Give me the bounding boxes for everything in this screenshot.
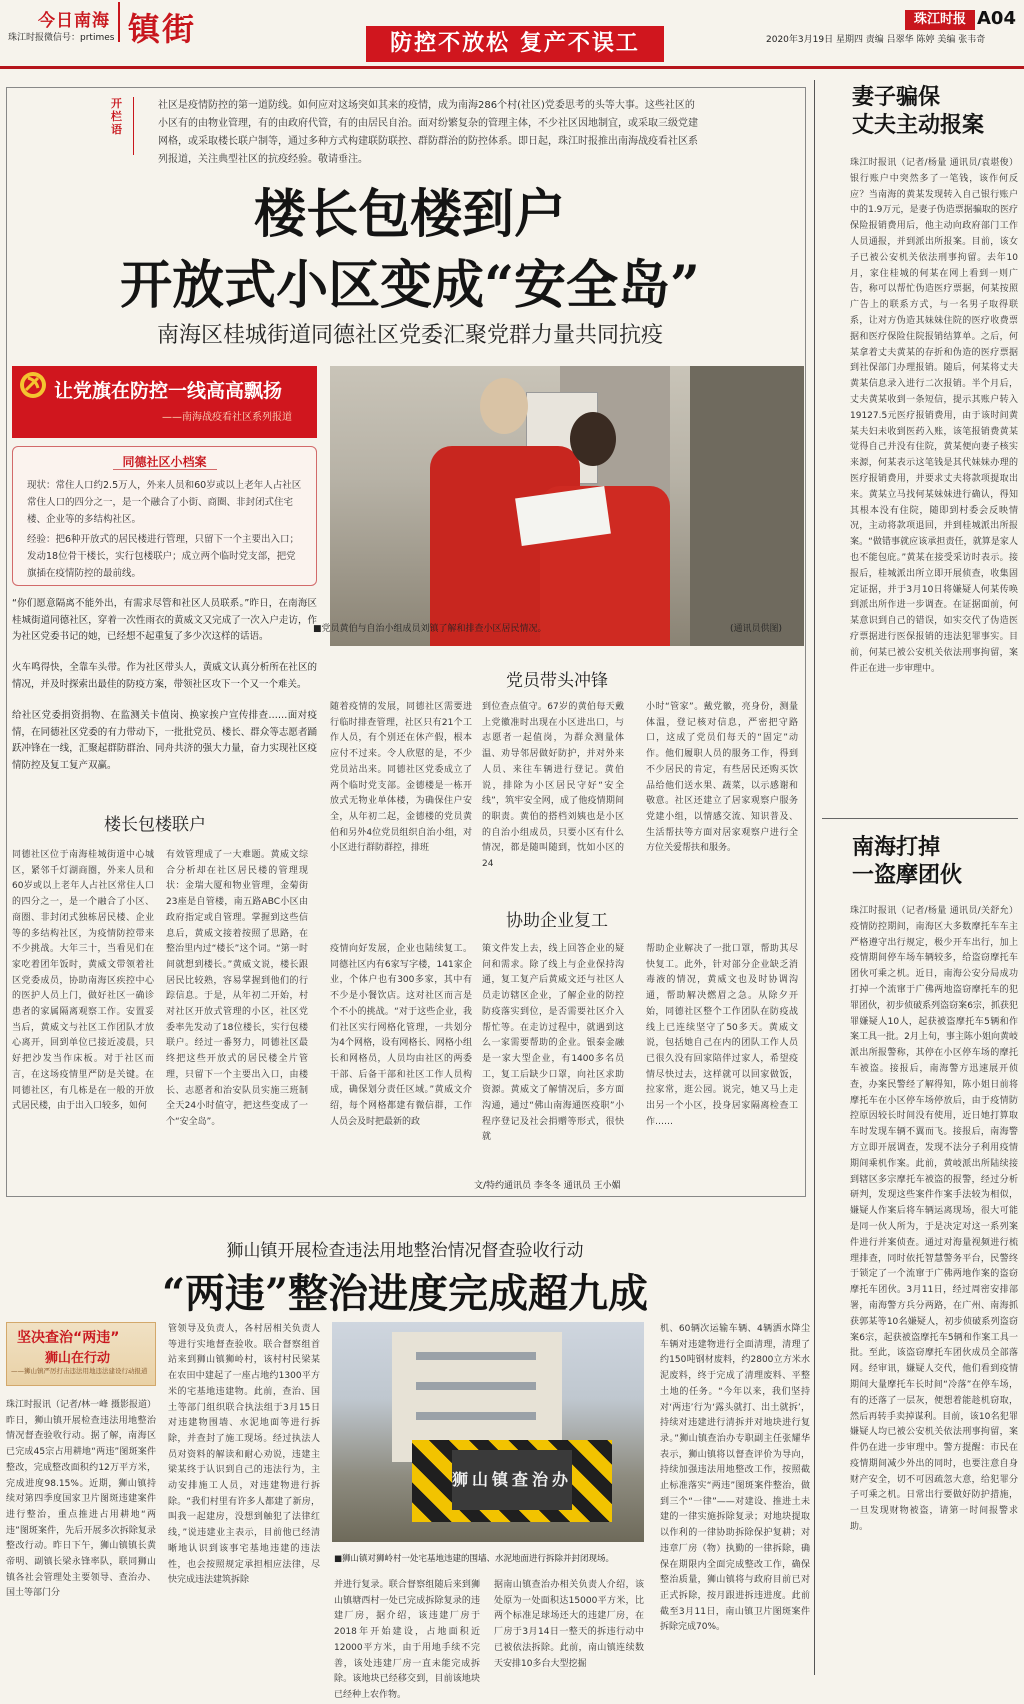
campaign-banner-line3: ——狮山镇严厉打击违法用地违法建设行动报道 [11, 1367, 148, 1375]
story-photo [330, 366, 804, 646]
photo-window-row [416, 1352, 536, 1360]
photo-credit: (通讯员供图) [730, 624, 783, 634]
banner-subtitle: ——南海战疫看社区系列报道 [162, 412, 292, 423]
photo-window-row [416, 1382, 536, 1390]
bottom-column-2: 管领导及负责人，各村居相关负责人等进行实地督查验收。联合督察组首站来到狮山镇狮岭村，该村村民梁某在农田中建起了一座占地约1300平方米的宅基地违建物。此前，查治、国土等部门组织联合执法组于3月15日对违建物围墙、水泥地面等进行拆除，并查封了施工现场。经过执法人员对资料的解读和耐心劝说，违建主梁某终于认识到自己的违法行为，主动安排施工人员，对违建物进行拆除。“我们村里有许多人都建了新房，叫我一起建房，没想到触犯了法律红线，”说违建业主表示，目前他已经清晰地认识到该事宅基地违建的违法性，也会按照规定承担相应法律，尽快完成违法建筑拆除 [168, 1324, 320, 1586]
campaign-banner-line2: 狮山在行动 [45, 1351, 111, 1366]
lead-paragraph-1: “你们愿意隔离不能外出，有需求尽管和社区人员联系。”昨日，在南海区桂城街道同德社区，穿着一次性雨衣的黄威文又完成了一次入户走访，作为社区党委书记的她，已经想不起重复了多少次这样的话语。 [12, 598, 317, 642]
archive-divider [113, 469, 217, 470]
bottom-column-3: 并进行复录。联合督察组随后来到狮山镇塘西村一处已完成拆除复录的违建厂房，据介绍，该违建厂房于2018年开始建设，占地面积近12000平方米，由于用地手续不完善，该处违建厂房一直未能完成拆除。该地块已经移交到，目前该地块已经种上农作物。 [334, 1580, 480, 1700]
dateline: 2020年3月19日 星期四 责编 吕翠华 陈婷 美编 张韦奇 [766, 35, 986, 45]
community-archive-box [12, 446, 317, 586]
body-column-c: 随着疫情的发展，同德社区需要进行临时排查管理，社区只有21个工作人员，有个别还在休产假，根本应付不过来。令人欣慰的是，不少党员站出来。同德社区党委成立了两个临时党支部。金德楼是一栋开放式无物业单体楼，为确保住户安全，从年初二起，金德楼的党员黄伯和另外4位党员组织自治小组，对小区进行群防群控，排班 [330, 702, 472, 854]
right-story2-headline-line2: 一盗摩团伙 [852, 863, 963, 888]
masthead-divider [118, 2, 120, 42]
body-column-f: 策文件发上去，线上回答企业的疑问和需求。除了线上与企业保持沟通，复工复产后黄威文还与社区人员走访辖区企业，了解企业的防控防疫落实到位，是否需要社区介入帮忙等。在走访过程中，就遇到这么一家需要帮助的企业。银泰金融是一家大型企业，有1400多名员工，复工后缺少口罩，向社区求助资源。黄威文了解情况后，多方面沟通，通过“佛山南海通医疫职”小程序登记及社会捐赠等形式，很快就 [482, 944, 624, 1143]
photo-window-row [416, 1412, 536, 1420]
series-banner [12, 366, 317, 438]
bottom-headline: “两违”整治进度完成超九成 [161, 1270, 648, 1317]
intro-text: 社区是疫情防控的第一道防线。如何应对这场突如其来的疫情，成为南海286个村(社区)党委思考的头等大事。这些社区的小区有的由物业管理，有的由政府代管，有的由居民自治。面对纷繁复杂的管理主体，不少社区因地制宜，或采取三级党建网格，或采取楼长联户制等，通过多种方式构建联防联控、群防群治的防控体系。即日起，珠江时报推出南海战疫看社区系列报道，关注典型社区的抗疫经验。敬请垂注。 [158, 100, 698, 165]
right-story2-headline-line1: 南海打掉 [852, 835, 941, 860]
byline: 文/特约通讯员 李冬冬 通讯员 王小媚 [474, 1181, 621, 1191]
bottom-kicker: 狮山镇开展检查违法用地整治情况督查验收行动 [226, 1241, 584, 1261]
photo-doorway [690, 366, 804, 646]
right-story2-body: 珠江时报讯（记者/杨量 通讯员/关舒允）疫情防控期间，南海区大多数摩托车车主严格遵守出行规定，极少开车出行，加上疫情期间停车场车辆较多，给盗窃摩托车团伙可乘之机。近日，南海公安分局成功打掉一个流窜于广佛两地盗窃摩托车的犯罪团伙，初步侦破系列盗窃案6宗，抓获犯罪嫌疑人10人，起获被盗摩托车5辆和作案工具一批。2月上旬，事主陈小姐向黄岐派出所报警称，其停在小区停车场的摩托车被盗。接报后，南海警方迅速展开侦查，办案民警经了解得知，陈小姐日前将摩托车在小区停车场停放后，由于疫情防控原因较长时间没有使用，近日她打算取车时发现车辆不翼而飞。接报后，南海警方立即开展调查，发现不法分子利用疫情期间乘机作案。此前，黄岐派出所陆续接到辖区多宗摩托车被盗的报警，经过分析研判，发现这些案件作案手法较为相似，嫌疑人作案后将车辆运离现场，很大可能是同一伙人所为，于是决定对这一系列案件进行并案侦查。通过对海量视频进行梳理排查，同时依托智慧警务平台，民警终于锁定了一个流窜于广佛两地作案的盗窃摩托车团伙。3月11日，经过周密安排部署，南海警方兵分两路，在广州、南海抓获郭某等10名嫌疑人，初步侦破系列盗窃案6宗，起获被盗摩托车5辆和作案工具一批。至此，该盗窃摩托车团伙成员全部落网。经审讯，嫌疑人交代，他们看到疫情期间大量摩托车长时间“冷落”在停车场，有的还落了一层灰，便想着能趁机窃取，然后再转手卖掉谋利。目前，该10名犯罪嫌疑人均已被公安机关依法刑事拘留，案件仍在进一步审理中。警方提醒：市民在疫情期间减少外出的同时，也要注意自身财产安全，切不可因疏忽大意，给犯罪分子可乘之机。日常出行要做好防护措施，一旦发现财物被盗，请第一时间报警求助。 [850, 906, 1018, 1533]
slogan-banner: 防控不放松 复产不误工 [366, 26, 664, 62]
archive-title: 同德社区小档案 [122, 455, 207, 469]
photo-head-man [480, 378, 528, 434]
right-story1-headline-line1: 妻子骗保 [852, 85, 941, 110]
photo-head-woman [570, 412, 616, 466]
headline-line2: 开放式小区变成“安全岛” [120, 255, 700, 316]
body-column-g: 小时“管家”。戴党徽，亮身份，测量体温，登记核对信息，严密把守路口，这成了党员们每天的“固定”动作。他们履职人员的服务工作，得到不少居民的肯定，有些居民还购买饮品给他们送水果、蔬菜，以示感谢和敬意。社区还建立了居家观察户服务党建小组，以情感交流、知识普及、生活帮扶等方面对居家观察户进行全方位关爱帮扶和服务。 [646, 702, 798, 854]
archive-status: 现状：常住人口约2.5万人，外来人员和60岁或以上老年人占社区常住人口的四分之一，是一个融合了小街、商圈、非封闭式住宅楼、企业等的多结构社区。 [27, 480, 302, 525]
photo-caption: ■党员黄伯与自治小组成员刘镇了解和排查小区居民情况。 [313, 624, 547, 634]
headline-line1: 楼长包楼到户 [253, 184, 566, 245]
campaign-banner [6, 1322, 156, 1386]
body-column-a: 同德社区位于南海桂城街道中心城区，紧邻千灯湖商圈，外来人员和60岁或以上老年人占社区常住人口的四分之一，是一个融合了小区、商圈、非封闭式独栋居民楼、企业等的多结构社区，为疫情防控带来不少挑战。大年三十，当看见们在家吃着团年饭时，黄威文带领着社区党委成员，协助南海区疾控中心的医护人员上门，做好社区一确诊患者的家属隔离观察工作。安置妥当后，黄威文与社区工作团队才放心离开，回到单位已接近凌晨，只好把沙发当作床板。对于社区而言，在这场疫情里严防是关键。在同德社区，有几栋是在一般的开放式居民楼，由于出入口较多，如何 [12, 850, 154, 1112]
masthead-rule [0, 66, 1024, 69]
wechat-id: 珠江时报微信号：prtimes [8, 33, 115, 43]
page-number: A04 [977, 8, 1016, 29]
party-emblem-icon [16, 370, 50, 400]
body-column-e: 疫情向好发展，企业也陆续复工。同德社区内有6家写字楼，141家企业，个体户也有300多家，其中有不少是小餐饮店。这对社区而言是个不小的挑战。“对于这些企业，我们社区实行网格化管理，一共划分为4个网格，设有网格长、网格小组长和网格员，人员均由社区的两委干部、后备干部和社区工作人员构成，确保划分责任区域。”黄威文介绍，每个网格都建有微信群，工作人员会及时把最新的政 [330, 944, 472, 1127]
subheadline: 南海区桂城街道同德社区党委汇聚党群力量共同抗疫 [156, 323, 663, 348]
campaign-banner-line1: 坚决查治“两违” [17, 1330, 120, 1346]
demolition-photo [332, 1322, 644, 1542]
demolition-photo-caption: ■狮山镇对狮岭村一处宅基地违建的围墙、水泥地面进行拆除并封闭现场。 [334, 1554, 615, 1564]
column-title: 今日南海 [38, 11, 110, 31]
bottom-column-5: 机、60辆次运输车辆、4辆洒水降尘车辆对违建物进行全面清理，清理了约150吨钢材废料，约2800立方米水泥废料，终于完成了清理废料、平整土地的任务。“今年以来，我们坚持对‘两违’行为‘露头就打、出土就拆’，持续对违建进行清拆并对地块进行复录。”狮山镇查治办专职副主任张耀华表示，狮山镇将以督查评价为导向，持续加强违法用地整改工作，按照截止标准落实“两违”图斑案件整治，做到三个“一律”——对建设、推进土未建的一律实施拆除复录；对地块提取以作利的一律协助拆除保护复耕；对违章厂房（物）执勤的一律拆除，确保在期限内全面完成整改工作，确保整治质量，狮山镇将与政府目前已对正式拆除，按月跟进拆违进度。此前截至3月11日，南山镇卫片图斑案件拆除完成70%。 [660, 1324, 810, 1633]
intro-divider [133, 97, 134, 155]
body-column-h: 帮助企业解决了一批口罩，帮助其尽快复工。此外，针对部分企业缺乏消毒液的情况，黄威文也及时协调沟通，帮助解决燃眉之急。从除夕开始，同德社区整个工作团队在防疫战线上已连续坚守了50多天。黄威文说，包括她自己在内的团队工作人员已很久没有回家陪伴过家人，希望疫情尽快过去，这样就可以回家做饭，拉家常，逛公园。说完，她又马上走出另一个小区，投身居家隔离检查工作…… [646, 944, 798, 1127]
right-story1-headline-line2: 丈夫主动报案 [852, 113, 985, 138]
body-column-d: 到位查点值守。67岁的黄伯每天戴上党徽准时出现在小区进出口，与志愿者一起值岗，为群众测量体温、劝导邻居做好防护，并对外来人员、来往车辆进行登记。黄伯说，排除为小区居民守好“安全线”，筑牢安全网，成了他疫情期间的职责。黄伯的搭档刘姨也是小区的自治小组成员，只要小区有什么情况，都是随叫随到，忱如小区的24 [482, 702, 624, 870]
bottom-column-1: 珠江时报讯（记者/林一峰 摄影报道）昨日，狮山镇开展检查违法用地整治情况督查验收行动。据了解，南海区已完成45宗占用耕地“两违”图斑案件整改，完成整改面积约12万平方米，完成进度98.15%。近期，狮山镇持续对第四季度国家卫片图斑违建案件进行整治，重点推进占用耕地“两违”图斑案件，先后开展多次拆除复录整改行动。昨日下午，狮山镇镇长黄帝明、副镇长梁永锋率队，联同狮山镇各社会管理处主要领导、查治办、国土等部门分 [6, 1400, 156, 1599]
newspaper-logo: 珠江时报 [905, 10, 975, 30]
right-column-separator [822, 818, 1018, 819]
section-title-building-leader: 楼长包楼联户 [104, 815, 206, 835]
bottom-column-4: 据南山镇查治办相关负责人介绍，该处原为一处面积达15000平方米，比两个标准足球场还大的违建厂房，在厂房于3月14日一整天的拆违行动中已被依法拆除。此前，南山镇连续数天安排10多台大型挖掘 [494, 1580, 644, 1669]
lead-paragraph-2: 火车鸣得快，全靠车头带。作为社区带头人，黄威文认真分析所在社区的情况，并及时探索出最佳的防疫方案，带领社区攻下一个又一个难关。 [12, 662, 317, 690]
right-story1-body: 珠江时报讯（记者/杨量 通讯员/袁堪俊）银行账户中突然多了一笔钱，该作何反应？当南海的黄某发现转入自己银行账户中的1.9万元，是妻子伪造票据骗取的医疗保险报销费用后，他主动向政府部门工作人员通报，并到派出所报案。目前，该女子已被公安机关依法刑事拘留。去年10月，家住桂城的何某在网上看到一则广告，称可以帮忙伪造医疗票据，何某按照广告上的联系方式，与一名男子取得联系，让对方伪造其妹妹住院的医疗收费票据和医疗保险住院报销结算单。之后，何某拿着丈夫黄某的存折和伪造的医疗票据到社保部门办理报销。随后，何某将丈夫黄某信息录入进行二次报销。半个月后，丈夫黄某收到一条短信，提示其账户转入19127.5元医疗报销费用，由于该时间黄某夫妇未收到医药入账，该笔报销费黄某觉得自己并没有住院，黄某便向妻子核实来源，何某表示这笔钱是其代妹妹办理的医疗报销费用，并要求丈夫将款项提取出来。黄某立马找何某妹妹进行确认，得知其根本没有住院，随即到村委会反映情况，主动将款项退回，并到桂城派出所报案。“做错事就应该承担责任，就算是家人也不能包庇。”黄某在接受采访时表示。接报后，桂城派出所立即开展侦查，收集固定证据，并于3月10日将嫌疑人何某传唤到派出所作进一步调查。在证据面前，何某意识到自己的错误，如实交代了伪造医疗票据进行医保报销的违法犯罪事实。目前，何某已被公安机关依法刑事拘留，案件正在进一步审理中。 [850, 158, 1018, 674]
section-title: 镇街 [128, 10, 197, 48]
archive-experience: 经验：把6种开放式的居民楼进行管理，只留下一个主要出入口；发动18位骨干楼长，实行包楼联户；成立两个临时党支部，把党旗插在疫情防控的最前线。 [27, 534, 300, 579]
section-title-enterprise: 协助企业复工 [506, 911, 608, 931]
lead-paragraph-3: 给社区党委捐资捐物、在监测关卡值岗、换家挨户宣传排查……面对疫情，在同德社区党委的有力带动下，一批批党员、楼长、群众等志愿者踊跃冲锋在一线，汇聚起群防群治、同舟共济的强大力量，奋力实现社区疫情防控及复工复产双赢。 [12, 710, 317, 771]
photo-barrier-sign: 狮山镇查治办 [452, 1450, 572, 1510]
section-title-party-members: 党员带头冲锋 [506, 671, 608, 691]
column-divider [814, 80, 815, 1675]
banner-title: 让党旗在防控一线高高飘扬 [54, 380, 283, 402]
intro-tag: 开栏语 [111, 97, 122, 136]
body-column-b: 有效管理成了一大难题。黄威文综合分析却在社区居民楼的管理现状：金瑞大厦和物业管理，金菊街23座是自管楼，南五路ABC小区由政府指定或自管理。掌握到这些信息后，黄威文接着按照了思路，在整治里内过“楼长”这个词。“第一时间就想到楼长。”黄威文说，楼长跟居民比较熟，容易掌握到他们的行踪信息。于是，从年初二开始，村对社区开放式管理的小区，社区党委率先发动了18位楼长，实行包楼联户。经过一番努力，同德社区最终把这些开放式的居民楼全片管理，只留下一个主要出入口，由楼长、志愿者和治安队员实施三班制全天24小时值守，把这些变成了一个“安全岛”。 [166, 850, 308, 1127]
